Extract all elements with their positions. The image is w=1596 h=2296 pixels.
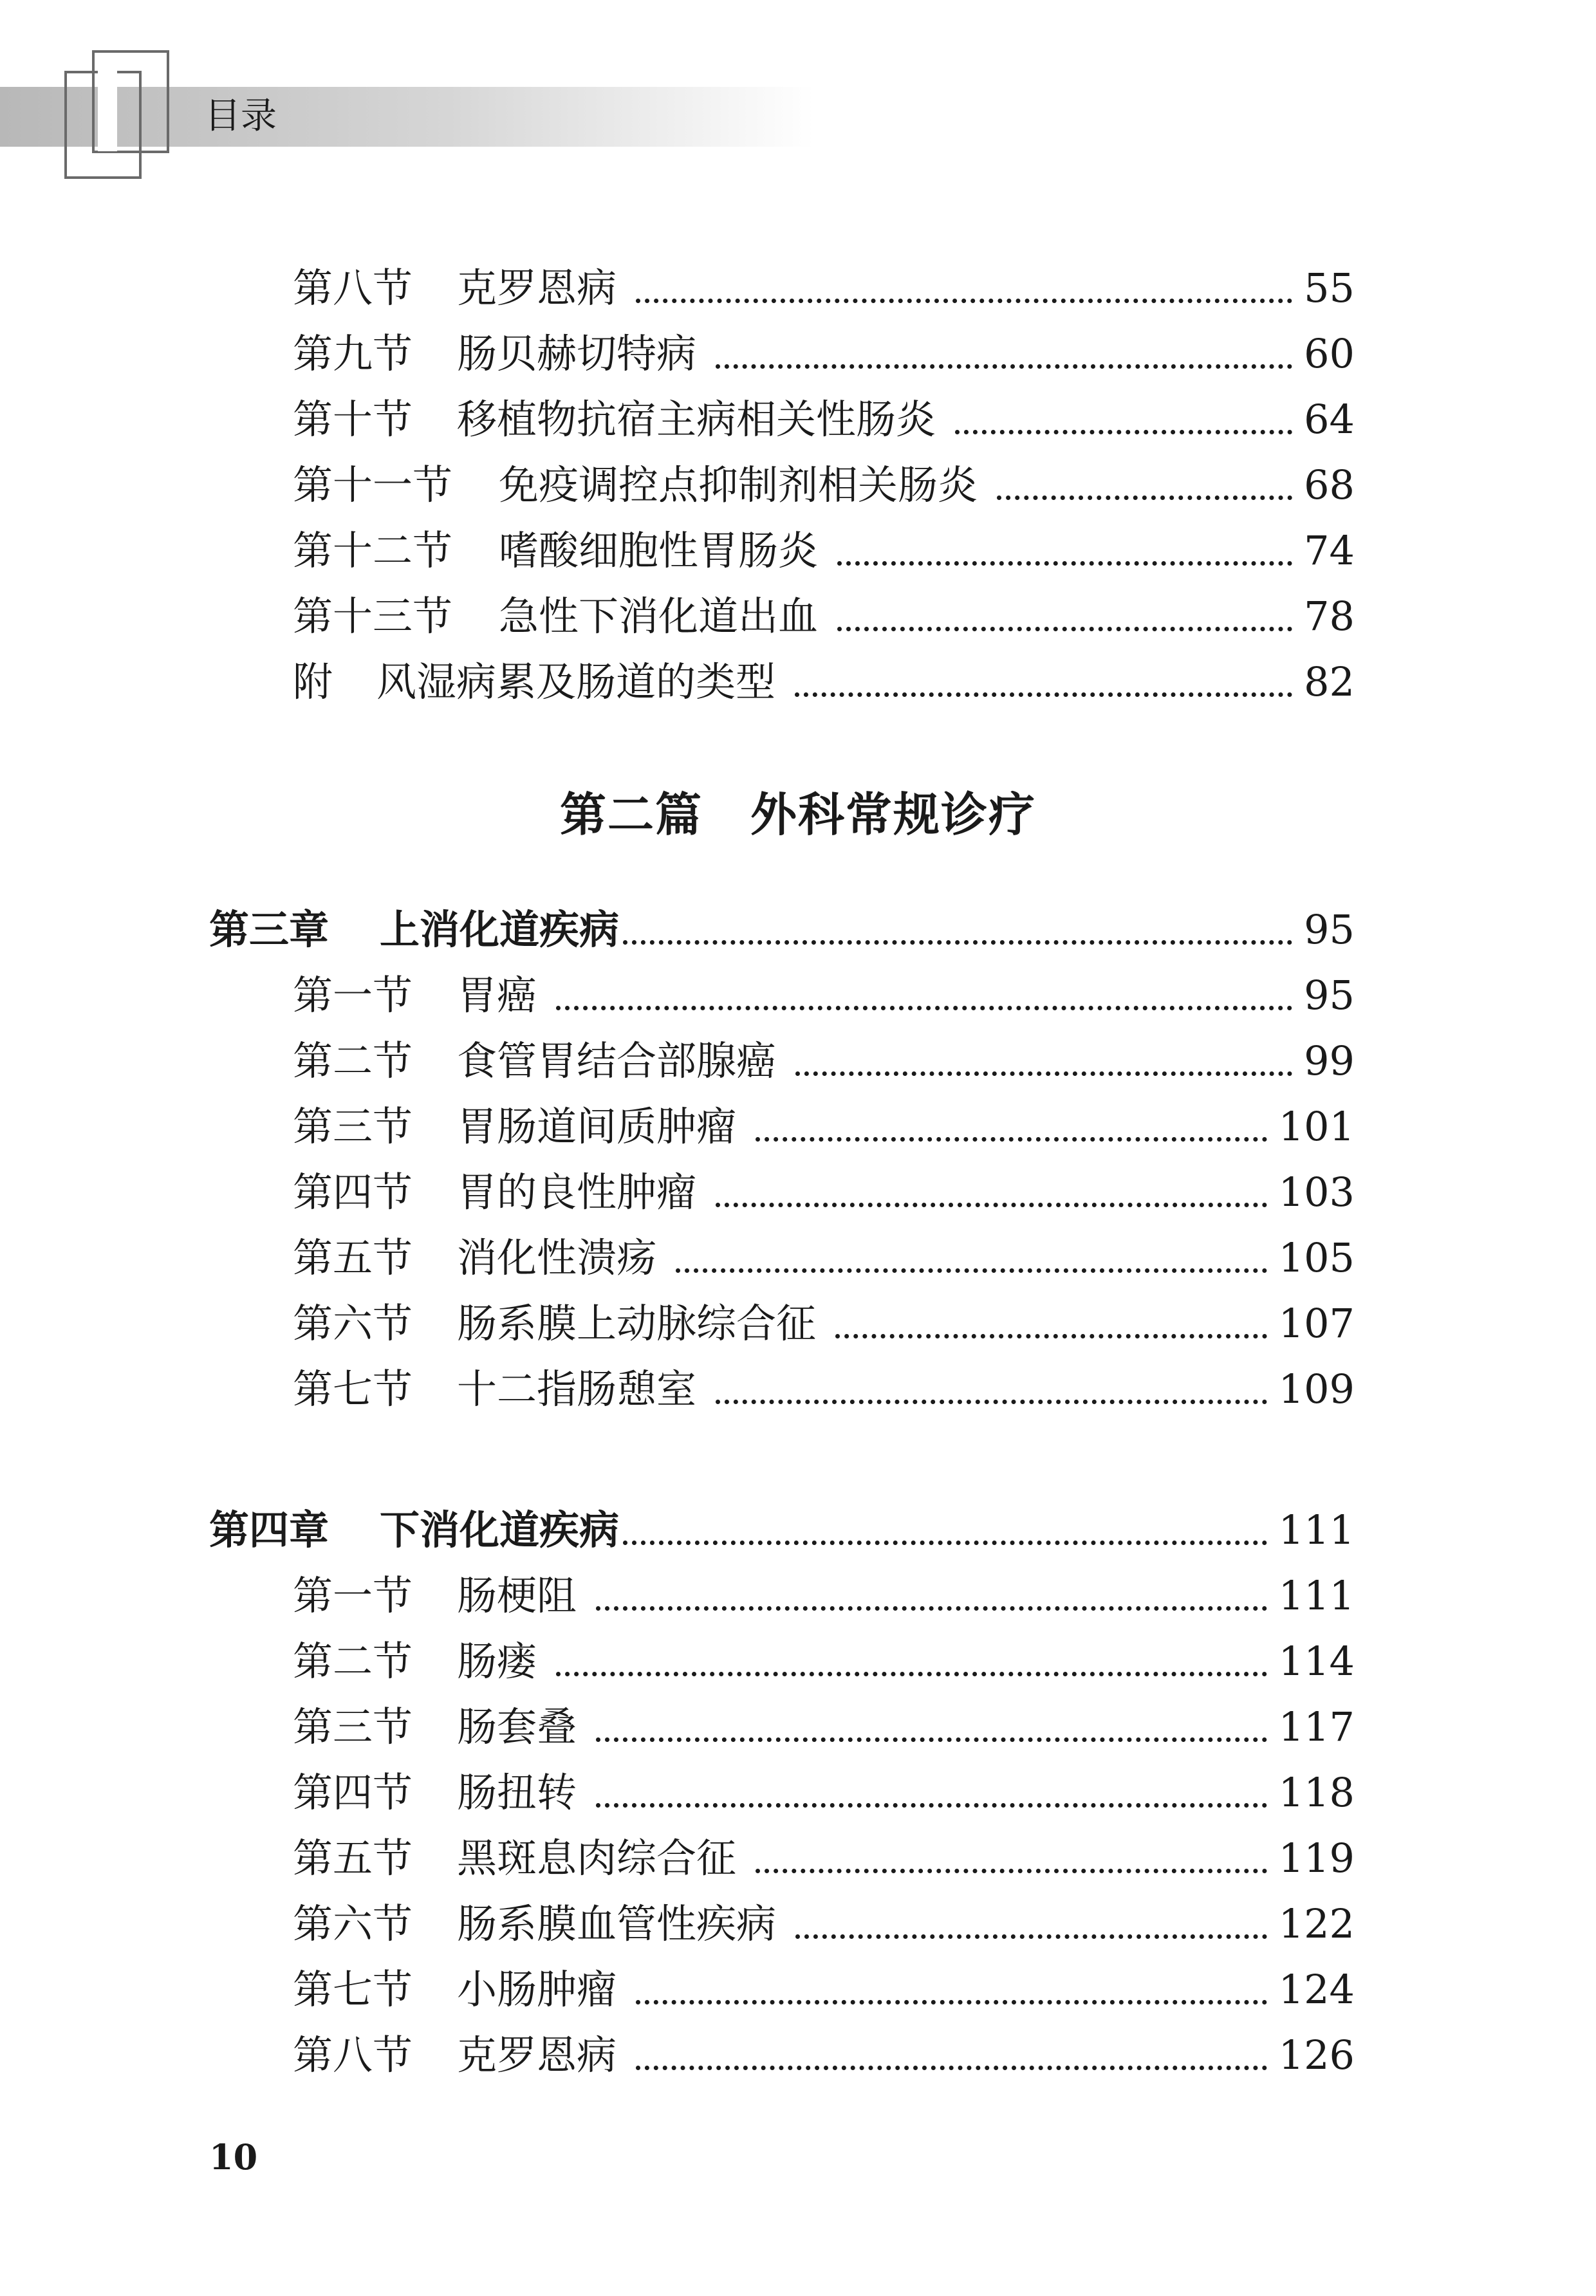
page-number: 109 [1278, 1366, 1355, 1412]
toc-entry-appendix[interactable] [293, 653, 1355, 711]
part-heading[interactable]: 第二篇 外科常规诊疗 [559, 788, 1036, 842]
toc-entry[interactable] [293, 1295, 1355, 1353]
section-title: 肠套叠 [457, 1703, 577, 1750]
toc-entry[interactable] [293, 1163, 1355, 1221]
section-title: 肠系膜血管性疾病 [457, 1900, 777, 1947]
dot-leader [795, 1934, 1267, 1939]
toc-entry[interactable] [293, 522, 1355, 580]
section-number: 第七节 [293, 1366, 413, 1412]
section-number: 第十三节 [293, 593, 453, 640]
page-number: 124 [1278, 1966, 1355, 2013]
page-number: 74 [1304, 527, 1355, 574]
folio-page-number: 10 [209, 2136, 258, 2178]
section-number: 附 [293, 658, 333, 705]
dot-leader [596, 1606, 1267, 1611]
toc-entry[interactable] [293, 967, 1355, 1024]
section-title: 急性下消化道出血 [499, 593, 819, 640]
toc-entry[interactable] [293, 1764, 1355, 1822]
section-number: 第十节 [293, 396, 413, 443]
section-number: 第八节 [293, 2032, 413, 2078]
page-number: 68 [1304, 461, 1355, 508]
page-number: 114 [1278, 1638, 1355, 1685]
page-number: 55 [1304, 264, 1355, 311]
dot-leader [955, 430, 1292, 434]
section-title: 胃的良性肿瘤 [457, 1169, 697, 1216]
section-number: 第四节 [293, 1169, 413, 1216]
page-number: 111 [1278, 1506, 1355, 1553]
dot-leader [835, 1334, 1267, 1338]
section-number: 第五节 [293, 1835, 413, 1882]
section-number: 第八节 [293, 264, 413, 311]
dot-leader [556, 1006, 1292, 1010]
page-number: 60 [1304, 330, 1355, 377]
dot-leader [556, 1672, 1267, 1676]
section-title: 食管胃结合部腺癌 [457, 1037, 777, 1084]
section-title: 肠贝赫切特病 [457, 330, 697, 377]
toc-entry[interactable] [293, 1098, 1355, 1156]
page-number: 118 [1278, 1769, 1355, 1816]
section-title: 克罗恩病 [457, 264, 617, 311]
page-number: 119 [1278, 1835, 1355, 1882]
toc-entry[interactable] [293, 325, 1355, 383]
section-number: 第四节 [293, 1769, 413, 1816]
toc-entry[interactable] [293, 1829, 1355, 1887]
section-title: 消化性溃疡 [457, 1234, 657, 1281]
toc-entry[interactable] [293, 1567, 1355, 1625]
toc-entry[interactable] [293, 456, 1355, 514]
dot-leader [997, 495, 1292, 500]
section-number: 第三节 [293, 1703, 413, 1750]
page-number: 101 [1278, 1103, 1355, 1150]
chapter-number: 第三章 [209, 906, 329, 953]
page-number: 95 [1304, 906, 1355, 953]
dot-leader [636, 2066, 1267, 2070]
section-number: 第三节 [293, 1103, 413, 1150]
toc-entry[interactable] [293, 1032, 1355, 1090]
chapter-title: 上消化道疾病 [380, 906, 620, 953]
toc-entry[interactable] [293, 1895, 1355, 1953]
header-bar-icon [98, 61, 117, 151]
section-number: 第六节 [293, 1300, 413, 1347]
section-number: 第一节 [293, 972, 413, 1019]
dot-leader [716, 1400, 1267, 1404]
page-number: 111 [1278, 1572, 1355, 1619]
page-number: 82 [1304, 658, 1355, 705]
page-number: 95 [1304, 972, 1355, 1019]
toc-entry[interactable] [293, 1698, 1355, 1756]
section-title: 黑斑息肉综合征 [457, 1835, 737, 1882]
page-number: 107 [1278, 1300, 1355, 1347]
section-title: 小肠肿瘤 [457, 1966, 617, 2013]
dot-leader [795, 1071, 1292, 1076]
page-number: 103 [1278, 1169, 1355, 1216]
chapter-entry[interactable] [209, 901, 1355, 959]
section-title: 十二指肠憩室 [457, 1366, 697, 1412]
section-number: 第一节 [293, 1572, 413, 1619]
dot-leader [636, 2000, 1267, 2004]
section-number: 第十二节 [293, 527, 453, 574]
dot-leader [716, 364, 1292, 369]
dot-leader [676, 1268, 1267, 1273]
page-number: 117 [1278, 1703, 1355, 1750]
dot-leader [636, 299, 1292, 303]
page-number: 78 [1304, 593, 1355, 640]
page-number: 126 [1278, 2032, 1355, 2078]
dot-leader [623, 1541, 1267, 1545]
page-number: 64 [1304, 396, 1355, 443]
toc-entry[interactable] [293, 1360, 1355, 1418]
dot-leader [837, 561, 1292, 566]
toc-entry[interactable] [293, 1229, 1355, 1287]
section-title: 肠梗阻 [457, 1572, 577, 1619]
section-title: 胃癌 [457, 972, 537, 1019]
page-number: 105 [1278, 1234, 1355, 1281]
section-number: 第六节 [293, 1900, 413, 1947]
section-number: 第十一节 [293, 461, 453, 508]
toc-entry[interactable] [293, 1633, 1355, 1690]
section-title: 肠系膜上动脉综合征 [457, 1300, 817, 1347]
chapter-number: 第四章 [209, 1506, 329, 1553]
toc-entry[interactable] [293, 2026, 1355, 2084]
section-title: 肠扭转 [457, 1769, 577, 1816]
section-title: 移植物抗宿主病相关性肠炎 [457, 396, 936, 443]
section-number: 第二节 [293, 1037, 413, 1084]
section-title: 免疫调控点抑制剂相关肠炎 [499, 461, 978, 508]
page-number: 122 [1278, 1900, 1355, 1947]
section-number: 第九节 [293, 330, 413, 377]
page-number: 99 [1304, 1037, 1355, 1084]
dot-leader [756, 1137, 1267, 1142]
section-number: 第五节 [293, 1234, 413, 1281]
dot-leader [756, 1869, 1267, 1873]
chapter-title: 下消化道疾病 [380, 1506, 620, 1553]
dot-leader [795, 692, 1292, 697]
toc-entry[interactable] [293, 259, 1355, 317]
section-number: 第七节 [293, 1966, 413, 2013]
dot-leader [596, 1803, 1267, 1808]
toc-entry[interactable] [293, 588, 1355, 645]
section-title: 克罗恩病 [457, 2032, 617, 2078]
section-title: 胃肠道间质肿瘤 [457, 1103, 737, 1150]
dot-leader [596, 1737, 1267, 1742]
section-title: 肠瘘 [457, 1638, 537, 1685]
toc-entry[interactable] [293, 1961, 1355, 2019]
dot-leader [837, 627, 1292, 631]
section-title: 嗜酸细胞性胃肠炎 [499, 527, 819, 574]
section-title: 风湿病累及肠道的类型 [376, 658, 776, 705]
toc-entry[interactable] [293, 391, 1355, 449]
section-number: 第二节 [293, 1638, 413, 1685]
running-header-title: 目录 [205, 95, 277, 137]
chapter-entry[interactable] [209, 1501, 1355, 1559]
dot-leader [716, 1203, 1267, 1207]
dot-leader [623, 940, 1292, 945]
